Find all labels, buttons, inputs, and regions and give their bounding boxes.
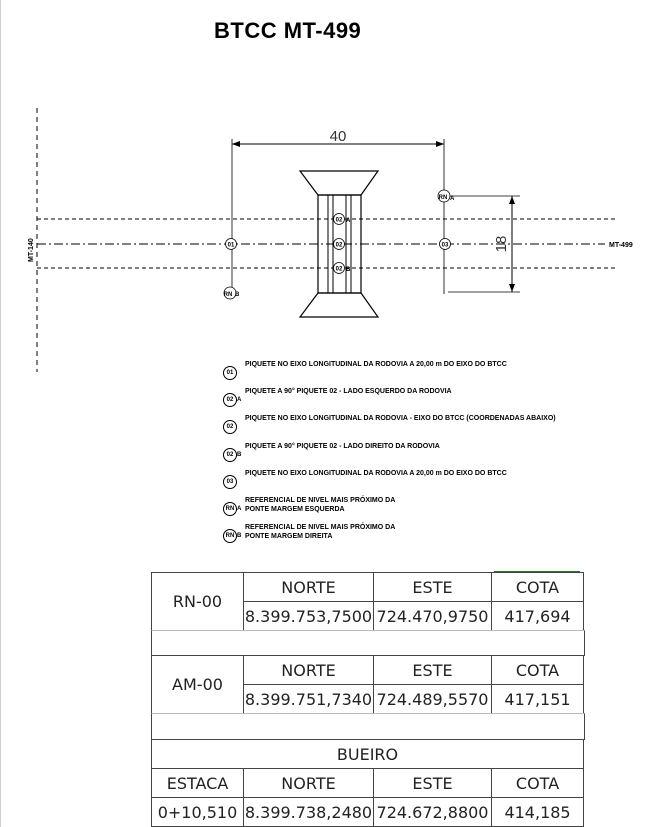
rn-header-norte: NORTE <box>244 573 374 602</box>
bueiro-title: BUEIRO <box>152 740 584 769</box>
rn-cota: 417,694 <box>492 602 584 631</box>
am-header-norte: NORTE <box>244 656 374 685</box>
mt140-label: MT-140 <box>28 238 35 262</box>
mt499-label: MT-499 <box>609 242 633 249</box>
svg-text:B: B <box>235 292 240 298</box>
bueiro-header-norte: NORTE <box>244 769 374 798</box>
svg-text:02: 02 <box>335 217 343 224</box>
bueiro-header-este: ESTE <box>374 769 492 798</box>
legend-text: PIQUETE NO EIXO LONGITUDINAL DA RODOVIA A 20,00 m DO EIXO DO BTCC <box>245 361 507 368</box>
svg-text:01: 01 <box>227 242 235 249</box>
legend-text: REFERENCIAL DE NIVEL MAIS PRÓXIMO DA <box>245 497 396 504</box>
page-title: BTCC MT-499 <box>214 18 362 43</box>
legend-text: PIQUETE NO EIXO LONGITUDINAL DA RODOVIA - EIXO DO BTCC (COORDENADAS ABAIXO) <box>245 415 556 422</box>
legend-symbol: 02 B <box>222 442 242 462</box>
am-header-cota: COTA <box>492 656 584 685</box>
dim-40-text: 40 <box>329 128 347 145</box>
svg-text:RN: RN <box>223 292 233 298</box>
svg-text:B: B <box>346 267 351 273</box>
am-header-este: ESTE <box>374 656 492 685</box>
culvert-headwall-bottom <box>300 293 378 317</box>
bueiro-este: 724.672,8800 <box>374 798 492 827</box>
legend-symbol: 02 <box>222 414 242 434</box>
svg-text:02: 02 <box>335 266 343 273</box>
bueiro-estaca: 0+10,510 <box>152 798 244 827</box>
legend-symbol: 03 <box>222 469 242 489</box>
rn-table <box>151 572 584 631</box>
table-gap <box>151 713 585 740</box>
marker-02b <box>334 263 352 274</box>
bueiro-cota: 414,185 <box>492 798 584 827</box>
legend-text: PIQUETE A 90° PIQUETE 02 - LADO DIREITO DA RODOVIA <box>245 443 440 450</box>
marker-03 <box>440 239 451 250</box>
legend-text: PIQUETE NO EIXO LONGITUDINAL DA RODOVIA A 20,00 m DO EIXO DO BTCC <box>245 470 507 477</box>
dim-40-arrow-right <box>436 141 444 147</box>
legend-symbol: RN A <box>222 496 242 516</box>
marker-rn-b <box>224 287 240 299</box>
svg-text:02: 02 <box>335 242 343 249</box>
table-gap <box>151 630 585 656</box>
svg-text:A: A <box>346 218 351 224</box>
culvert-headwall-top <box>300 171 378 195</box>
am-cota: 417,151 <box>492 685 584 714</box>
legend-symbol: 01 <box>222 360 242 380</box>
dim-18-arrow-top <box>509 196 515 204</box>
legend-item <box>222 414 556 434</box>
legend-item <box>222 387 452 407</box>
rn-este: 724.470,9750 <box>374 602 492 631</box>
legend-item <box>222 442 440 462</box>
dim-18-text: 18 <box>493 235 510 253</box>
svg-text:A: A <box>450 196 455 202</box>
rn-header-este: ESTE <box>374 573 492 602</box>
am-este: 724.489,5570 <box>374 685 492 714</box>
legend-symbol: RN B <box>222 523 242 543</box>
am-label: AM-00 <box>152 656 244 714</box>
dim-18-arrow-bottom <box>509 284 515 292</box>
legend-text: REFERENCIAL DE NIVEL MAIS PRÓXIMO DA <box>245 524 396 531</box>
rn-norte: 8.399.753,7500 <box>244 602 374 631</box>
svg-text:RN: RN <box>438 195 448 201</box>
am-norte: 8.399.751,7340 <box>244 685 374 714</box>
rn-header-cota: COTA <box>492 573 584 602</box>
dim-40-arrow-left <box>232 141 240 147</box>
bueiro-header-estaca: ESTACA <box>152 769 244 798</box>
legend-item <box>222 360 507 380</box>
bueiro-header-cota: COTA <box>492 769 584 798</box>
legend-item <box>222 496 395 516</box>
legend-text: PONTE MARGEM DIREITA <box>245 533 333 540</box>
legend-item <box>222 523 395 543</box>
legend-symbol: 02 A <box>222 387 242 407</box>
bueiro-norte: 8.399.738,2480 <box>244 798 374 827</box>
legend-text: PIQUETE A 90° PIQUETE 02 - LADO ESQUERDO DA RODOVIA <box>245 388 452 395</box>
marker-02 <box>334 239 345 250</box>
am-table <box>151 655 584 714</box>
bueiro-table <box>151 739 584 827</box>
rn-label: RN-00 <box>152 573 244 631</box>
marker-02a <box>334 214 352 225</box>
marker-01 <box>226 239 237 250</box>
marker-rn-a <box>438 190 455 202</box>
legend-text: PONTE MARGEM ESQUERDA <box>245 506 345 513</box>
svg-text:03: 03 <box>441 242 449 249</box>
legend-item <box>222 469 507 489</box>
